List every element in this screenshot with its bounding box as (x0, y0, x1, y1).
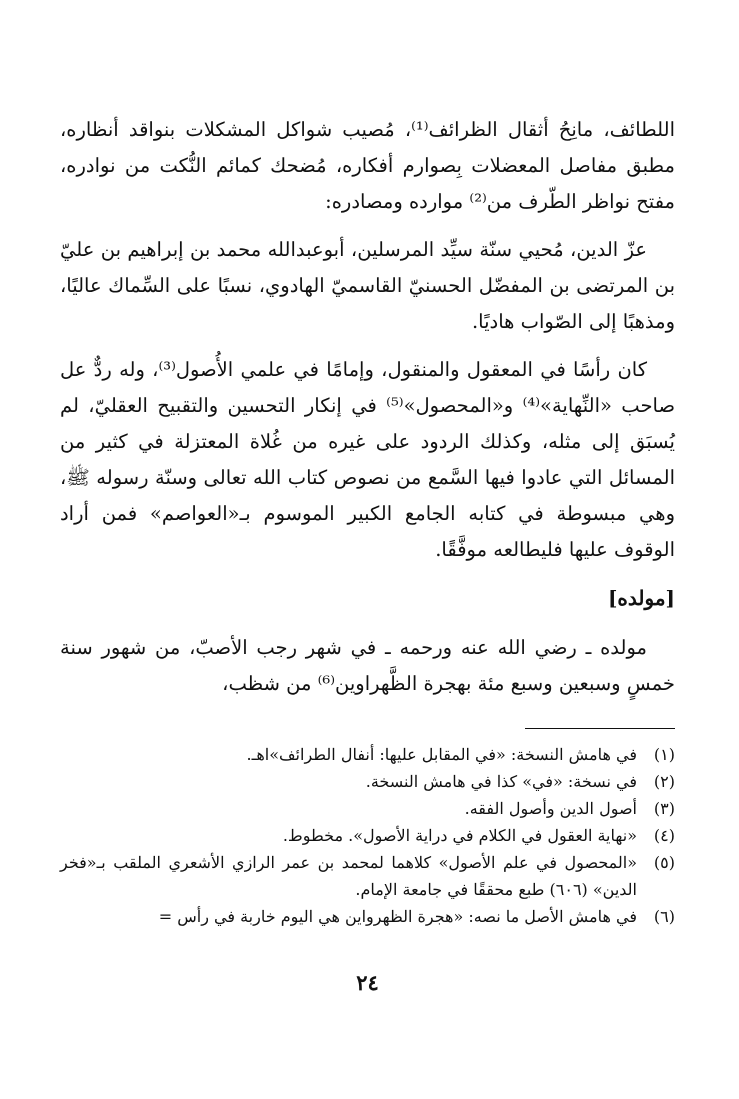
footnote-text: في هامش الأصل ما نصه: «هجرة الظهرواين هي اليوم خاربة في رأس = (158, 907, 637, 926)
footnote-item (60, 903, 675, 930)
footnote-item (60, 849, 675, 903)
footnote-item (60, 795, 675, 822)
footnote-number: (٦) (653, 907, 675, 926)
body-paragraph-3: كان رأسًا في المعقول والمنقول، وإمامًا في علمي الأُصول⁽³⁾، وله ردٌّ عل صاحب «النِّهاية»⁽⁴⁾ و«المحصول»⁽⁵⁾ في إنكار التحسين والتقبيح العقليّ، لم يُسبَق إلى مثله، وكذلك الردود على غيره من غُلاة المعتزلة في كثير من المسائل التي عادوا فيها السَّمع من نصوص كتاب الله تعالى وسنّة رسوله ﷺ، وهي مبسوطة في كتابه الجامع الكبير الموسوم بـ«العواصم» فمن أراد الوقوف عليها فليطالعه موفَّقًا. (60, 358, 675, 561)
footnote-number: (٥) (653, 853, 675, 872)
section-heading-birth: [مولده] (607, 586, 675, 610)
footnote-separator (525, 728, 675, 729)
footnote-number: (٢) (653, 772, 675, 791)
footnote-text: في نسخة: «في» كذا في هامش النسخة. (365, 772, 637, 791)
birth-paragraph: مولده ـ رضي الله عنه ورحمه ـ في شهر رجب الأصبّ، من شهور سنة خمسٍ وسبعين وسبع مئة بهجرة الظَّهراوين⁽⁶⁾ من شظب، (60, 636, 675, 695)
footnote-number: (٤) (653, 826, 675, 845)
footnote-number: (١) (653, 745, 675, 764)
footnote-text: «نهاية العقول في الكلام في دراية الأصول». مخطوط. (282, 826, 637, 845)
body-paragraph-2: عزّ الدين، مُحيي سنّة سيِّد المرسلين، أبوعبدالله محمد بن إبراهيم بن عليّ بن المرتضى بن المفضّل الحسنيّ القاسميّ الهادوي، نسبًا على السِّماك عاليًا، ومذهبًا إلى الصّواب هاديًا. (60, 238, 675, 333)
footnote-text: أصول الدين وأصول الفقه. (464, 799, 637, 818)
body-paragraph-1: اللطائف، مانِحُ أثقال الظرائف⁽¹⁾، مُصيب شواكل المشكلات بنواقد أنظاره، مطبق مفاصل المعضلات بِصوارم أفكاره، مُضحك كمائم النُّكت من نوادره، مفتح نواظر الطّرف من⁽²⁾ موارده ومصادره: (60, 118, 675, 213)
footnote-item (60, 741, 675, 768)
footnotes-list (60, 741, 675, 930)
footnote-text: «المحصول في علم الأصول» كلاهما لمحمد بن عمر الرازي الأشعري الملقب بـ«فخر الدين» (٦٠٦) طبع محققًا في جامعة الإمام. (60, 853, 637, 899)
footnote-item (60, 822, 675, 849)
footnote-number: (٣) (653, 799, 675, 818)
footnote-item (60, 768, 675, 795)
book-page (60, 112, 675, 1099)
page-number: ٢٤ (356, 970, 379, 995)
footnote-text: في هامش النسخة: «في المقابل عليها: أنفال الطرائف»اهـ. (246, 745, 637, 764)
